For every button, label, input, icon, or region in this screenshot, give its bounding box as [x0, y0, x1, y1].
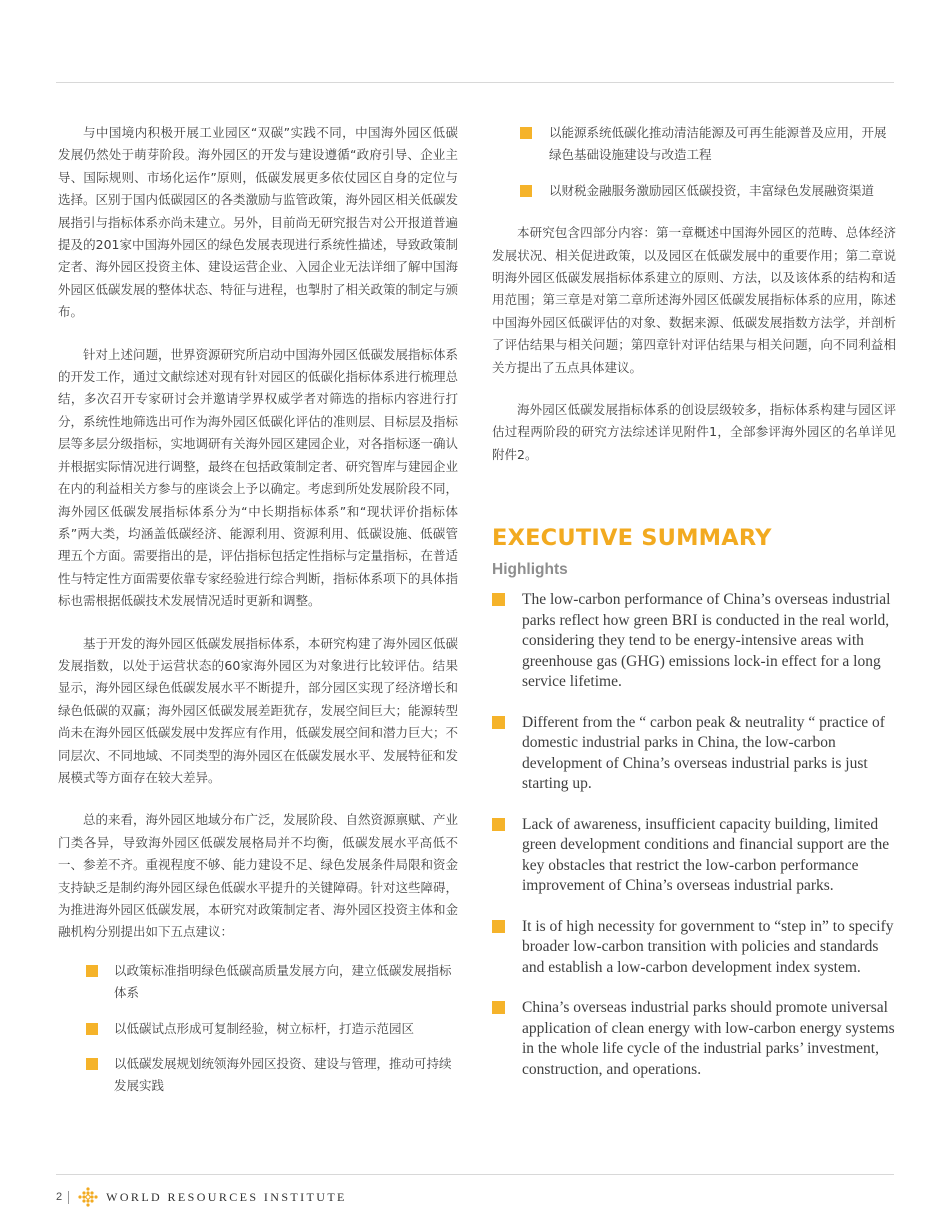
- recommendation-list-continued: [492, 122, 896, 202]
- bullet-square-icon: [492, 920, 505, 933]
- list-item: 以财税金融服务激励园区低碳投资，丰富绿色发展融资渠道: [492, 180, 896, 202]
- wri-logo-icon: [77, 1186, 99, 1208]
- page-footer: [56, 1186, 347, 1208]
- left-column: [58, 122, 458, 1111]
- bullet-square-icon: [520, 185, 532, 197]
- list-item: Lack of awareness, insufficient capacity building, limited green development conditions and financial support are the key obstacles that restrict the low-carbon performance improvement of China’s overseas industrial parks.: [492, 815, 896, 897]
- footer-divider: [56, 1174, 894, 1175]
- bullet-square-icon: [492, 818, 505, 831]
- bullet-square-icon: [520, 127, 532, 139]
- bullet-square-icon: [86, 1058, 98, 1070]
- bullet-square-icon: [492, 593, 505, 606]
- paragraph-appendix: 海外园区低碳发展指标体系的创设层级较多，指标体系构建与园区评估过程两阶段的研究方法综述详见附件1，全部参评海外园区的名单详见附件2。: [492, 402, 896, 462]
- bullet-square-icon: [86, 965, 98, 977]
- bullet-square-icon: [86, 1023, 98, 1035]
- page-number: 2: [56, 1191, 63, 1203]
- bullet-square-icon: [492, 1001, 505, 1014]
- right-column: [492, 122, 896, 1100]
- list-item: 以能源系统低碳化推动清洁能源及可再生能源普及应用，开展绿色基础设施建设与改造工程: [492, 122, 896, 167]
- list-item: The low-carbon performance of China’s overseas industrial parks reflect how green BRI is conducted in the real world, considering they tend to be energy-intensive areas with greenhouse gas (GHG) emissions lock-in effect for a long service lifetime.: [492, 590, 896, 693]
- footer-separator: [68, 1191, 69, 1204]
- header-divider: [56, 82, 894, 83]
- list-item: It is of high necessity for government to “step in” to specify broader low-carbon transition with policies and standards and establish a low-carbon development index system.: [492, 917, 896, 979]
- executive-summary-heading: EXECUTIVE SUMMARY: [492, 525, 772, 552]
- highlights-list: [492, 590, 896, 1080]
- paragraph-methodology: 针对上述问题，世界资源研究所启动中国海外园区低碳发展指标体系的开发工作，通过文献综述对现有针对园区的低碳化指标体系进行梳理总结，多次召开专家研讨会并邀请学界权威学者对筛选的指标内容进行打分，系统性地筛选出可作为海外园区低碳化评估的准则层、目标层及指标层等多层分级指标，实地调研有关海外园区建园企业，对各指标逐一确认并根据实际情况进行调整，最终在包括政策制定者、研究智库与建园企业在内的利益相关方参与的座谈会上予以确定。考虑到所处发展阶段不同，海外园区低碳发展指标体系分为“中长期指标体系”和“现状评价指标体系”两大类，均涵盖低碳经济、能源利用、资源利用、低碳设施、低碳管理五个方面。需要指出的是，评估指标包括定性指标与定量指标，在普适性与特定性方面需要依靠专家经验进行综合判断，指标体系项下的具体指标也需根据低碳技术发展情况适时更新和调整。: [58, 346, 459, 609]
- paragraph-intro: 与中国境内积极开展工业园区“双碳”实践不同，中国海外园区低碳发展仍然处于萌芽阶段。海外园区的开发与建设遵循“政府引导、企业主导、国际规则、市场化运作”原则，低碳发展更多依仗园区自身的定位与选择。区别于国内低碳园区的各类激励与监管政策，海外园区相关低碳发展指引与指标体系亦尚未建立。另外，目前尚无研究报告对公开报道普遍提及的201家中国海外园区的绿色发展表现进行系统性描述，导致政策制定者、海外园区投资主体、建设运营企业、入园企业无法详细了解中国海外园区低碳发展的整体状态、特征与进程，也掣肘了相关政策的制定与颁布。: [58, 125, 459, 320]
- paragraph-structure: 本研究包含四部分内容：第一章概述中国海外园区的范畴、总体经济发展状况、相关促进政策，以及园区在低碳发展中的重要作用；第二章说明海外园区低碳发展指标体系建立的原则、方法，以及该体系的结构和适用范围；第三章是对第二章所述海外园区低碳发展指标体系的应用，陈述中国海外园区低碳评估的对象、数据来源、低碳发展指数方法学，并剖析了评估结果与相关问题；第四章针对评估结果与相关问题，向不同利益相关方提出了五点具体建议。: [492, 225, 896, 375]
- list-item: 以低碳试点形成可复制经验，树立标杆，打造示范园区: [58, 1018, 458, 1040]
- list-item: 以政策标准指明绿色低碳高质量发展方向，建立低碳发展指标体系: [58, 960, 458, 1005]
- organization-name: WORLD RESOURCES INSTITUTE: [106, 1189, 347, 1204]
- paragraph-findings: 基于开发的海外园区低碳发展指标体系，本研究构建了海外园区低碳发展指数，以处于运营状态的60家海外园区为对象进行比较评估。结果显示，海外园区绿色低碳发展水平不断提升，部分园区实现了经济增长和绿色低碳的双赢；海外园区低碳发展差距犹存，发展空间巨大；能源转型尚未在海外园区低碳发展中发挥应有作用，低碳发展空间和潜力巨大；不同层次、不同地域、不同类型的海外园区在低碳发展水平、发展特征和发展模式等方面存在较大差异。: [58, 635, 459, 785]
- highlights-subheading: Highlights: [492, 561, 568, 579]
- list-item: China’s overseas industrial parks should promote universal application of clean energy with low-carbon energy systems in the whole life cycle of the industrial parks’ investment, construction, and operations.: [492, 998, 896, 1080]
- list-item: Different from the “ carbon peak & neutrality “ practice of domestic industrial parks in China, the low-carbon development of China’s overseas industrial parks is just starting up.: [492, 713, 896, 795]
- recommendation-list: [58, 960, 458, 1098]
- list-item: 以低碳发展规划统领海外园区投资、建设与管理，推动可持续发展实践: [58, 1053, 458, 1098]
- paragraph-obstacles: 总的来看，海外园区地域分布广泛，发展阶段、自然资源禀赋、产业门类各异，导致海外园区低碳发展格局并不均衡，低碳发展水平高低不一、参差不齐。重视程度不够、能力建设不足、绿色发展条件局限和资金支持缺乏是制约海外园区绿色低碳水平提升的关键障碍。针对这些障碍，为推进海外园区低碳发展，本研究对政策制定者、海外园区投资主体和金融机构分别提出如下五点建议：: [58, 812, 459, 940]
- bullet-square-icon: [492, 716, 505, 729]
